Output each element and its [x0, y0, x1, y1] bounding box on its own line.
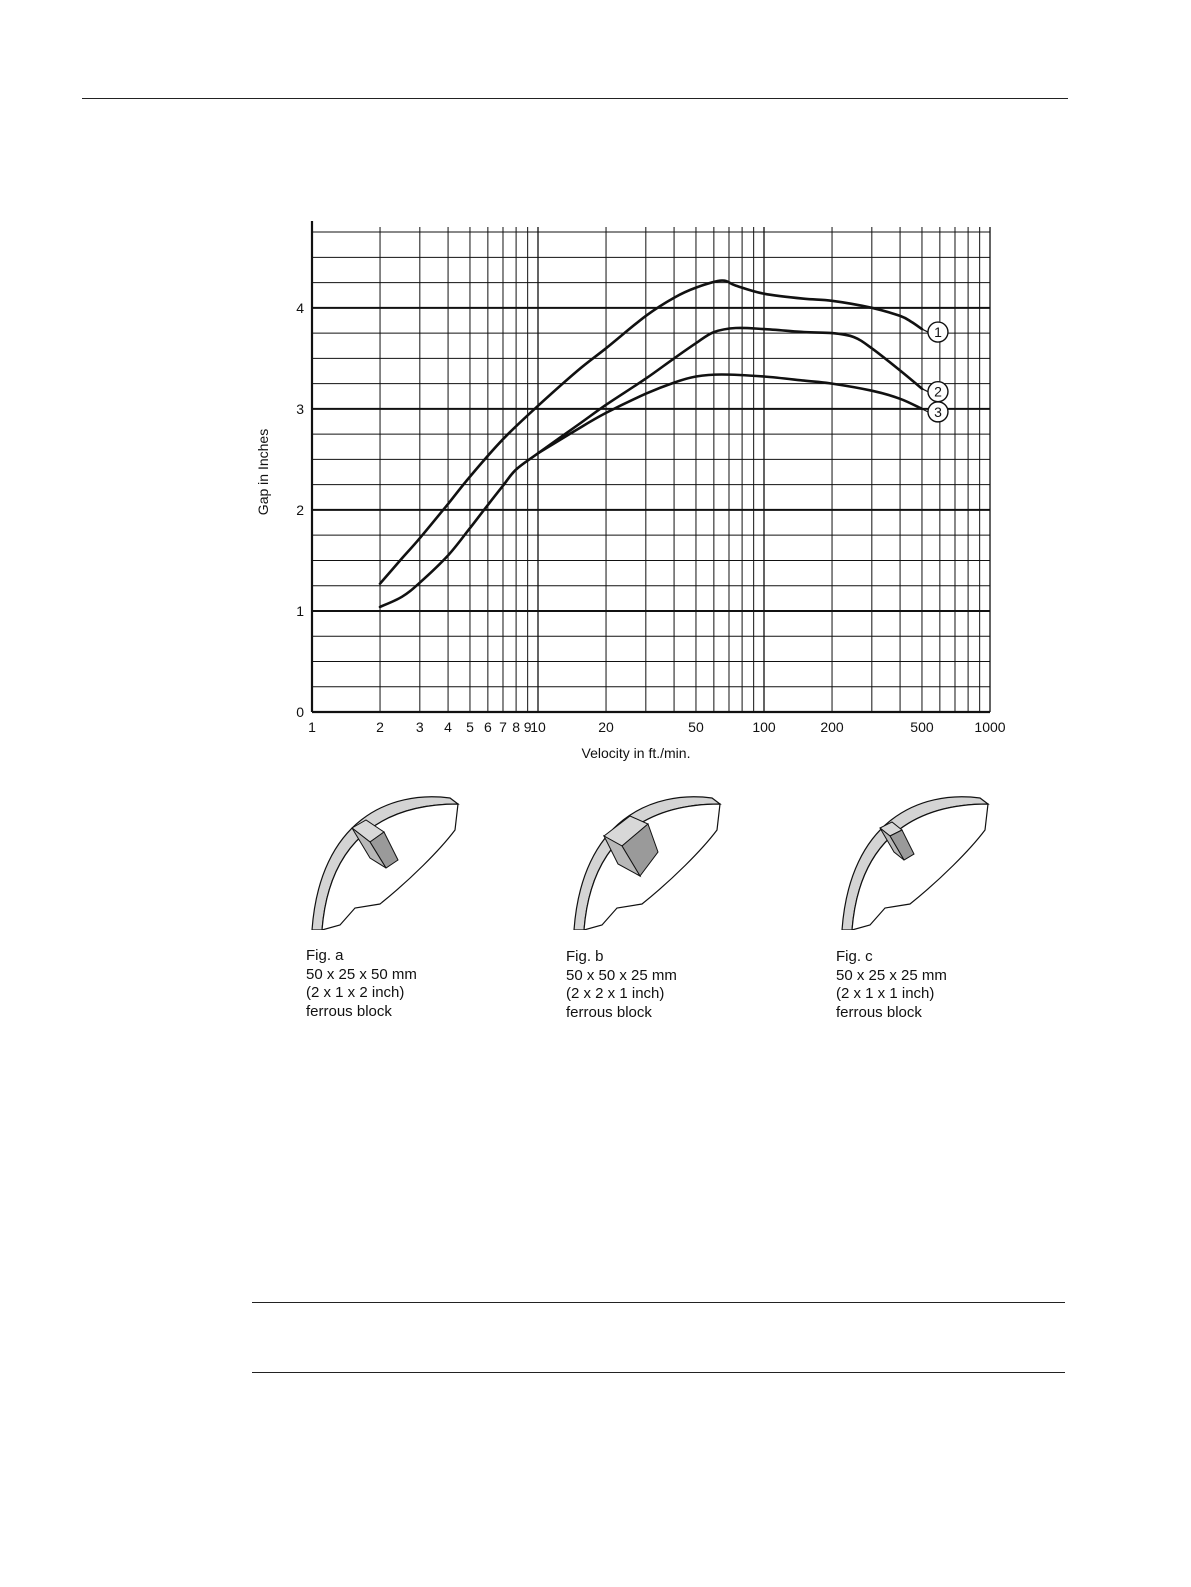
fig-a-disc-face	[322, 804, 458, 930]
x-tick-label: 5	[466, 719, 474, 735]
x-tick-label: 10	[530, 719, 546, 735]
x-tick-label: 7	[499, 719, 507, 735]
x-tick-label: 8	[512, 719, 520, 735]
x-tick-label: 1000	[974, 719, 1006, 735]
x-tick-label: 4	[444, 719, 452, 735]
fig-a-caption	[306, 947, 417, 1021]
x-axis-label: Velocity in ft./min.	[581, 745, 691, 761]
fig-c-caption-line: 50 x 25 x 25 mm	[836, 966, 947, 984]
fig-a-caption-line: ferrous block	[306, 1002, 392, 1020]
series-markers	[922, 322, 948, 422]
fig-b-disc-face	[584, 804, 720, 930]
tick-labels	[296, 300, 1006, 735]
x-tick-label: 100	[752, 719, 776, 735]
x-tick-label: 6	[483, 719, 492, 735]
series-marker-leader	[922, 329, 928, 332]
fig-c-caption-line: Fig. c	[836, 948, 873, 965]
fig-a-caption-line: (2 x 1 x 2 inch)	[306, 984, 405, 1001]
fig-c-illustration	[830, 780, 1000, 930]
series-marker-label: 2	[934, 383, 942, 400]
x-tick-label: 500	[910, 719, 934, 735]
fig-b-caption-line: ferrous block	[566, 1003, 652, 1021]
fig-c-disc-face	[852, 804, 988, 930]
series-marker-label: 1	[934, 324, 942, 341]
fig-b-caption-line: (2 x 2 x 1 inch)	[566, 985, 665, 1002]
x-tick-label: 3	[415, 719, 424, 735]
x-tick-label: 20	[598, 719, 614, 735]
fig-c-caption-line: (2 x 1 x 1 inch)	[836, 985, 935, 1002]
y-tick-label: 1	[296, 602, 304, 619]
fig-a-illustration	[300, 780, 470, 930]
x-tick-label: 9	[523, 719, 532, 735]
fig-c-caption-line: ferrous block	[836, 1003, 922, 1021]
x-tick-label: 200	[820, 719, 844, 735]
x-tick-label: 1	[308, 719, 316, 735]
y-tick-label: 3	[296, 400, 304, 417]
fig-b-caption-line: 50 x 50 x 25 mm	[566, 966, 677, 984]
x-tick-label: 2	[376, 719, 384, 735]
x-tick-label: 50	[688, 719, 704, 735]
footer-rule-bottom	[252, 1372, 1065, 1373]
footer-rule-top	[252, 1302, 1065, 1303]
fig-c-caption	[836, 948, 947, 1022]
y-tick-label: 4	[296, 299, 304, 316]
y-tick-label: 2	[296, 501, 304, 518]
y-tick-label: 0	[296, 704, 304, 720]
fig-b-caption	[566, 948, 677, 1022]
chart-grid	[312, 221, 990, 712]
chart-series	[380, 281, 922, 607]
series-line-2	[380, 328, 922, 607]
series-marker-leader	[922, 389, 928, 392]
y-axis-label: Gap in Inches	[255, 428, 271, 516]
fig-b-caption-line: Fig. b	[566, 948, 604, 965]
series-line-3	[538, 375, 922, 454]
fig-b-illustration	[562, 780, 732, 930]
fig-a-caption-line: 50 x 25 x 50 mm	[306, 965, 417, 983]
series-marker-label: 3	[934, 403, 942, 420]
fig-a-caption-line: Fig. a	[306, 947, 344, 964]
